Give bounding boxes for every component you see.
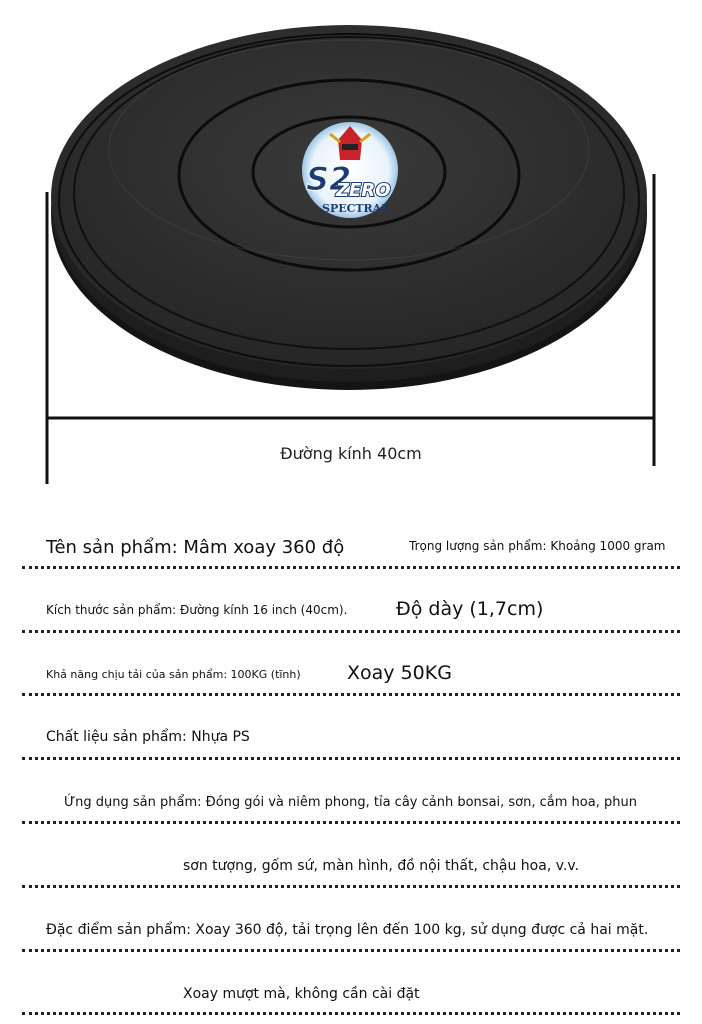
brand-logo [302,122,398,218]
dotted-divider [22,949,680,952]
svg-text:S2: S2 [306,160,352,198]
material: Chất liệu sản phẩm: Nhựa PS [46,729,250,745]
application-line-1: Ứng dụng sản phẩm: Đóng gói và niêm phong, tỉa cây cảnh bonsai, sơn, cắm hoa, phun [64,795,637,810]
dotted-divider [22,1012,680,1015]
rotation-load: Xoay 50KG [347,662,452,684]
product-name: Tên sản phẩm: Mâm xoay 360 độ [46,537,345,558]
dotted-divider [22,630,680,633]
dotted-divider [22,821,680,824]
features-line-2: Xoay mượt mà, không cần cài đặt [183,986,420,1002]
svg-text:ZERO: ZERO [336,180,391,201]
dotted-divider [22,693,680,696]
dotted-divider [22,757,680,760]
svg-text:SPECTRAL: SPECTRAL [322,202,389,215]
dotted-divider [22,885,680,888]
product-size: Kích thước sản phẩm: Đường kính 16 inch (40cm). [46,603,348,617]
product-weight: Trọng lượng sản phẩm: Khoảng 1000 gram [409,539,666,553]
turntable-figure [0,0,702,500]
product-thickness: Độ dày (1,7cm) [396,598,544,620]
load-capacity: Khả năng chịu tải của sản phẩm: 100KG (tĩnh) [46,668,301,681]
diameter-label: Đường kính 40cm [280,444,422,463]
dotted-divider [22,566,680,569]
features-line-1: Đặc điểm sản phẩm: Xoay 360 độ, tải trọng lên đến 100 kg, sử dụng được cả hai mặt. [46,922,649,938]
application-line-2: sơn tượng, gốm sứ, màn hình, đồ nội thất, chậu hoa, v.v. [183,858,580,874]
